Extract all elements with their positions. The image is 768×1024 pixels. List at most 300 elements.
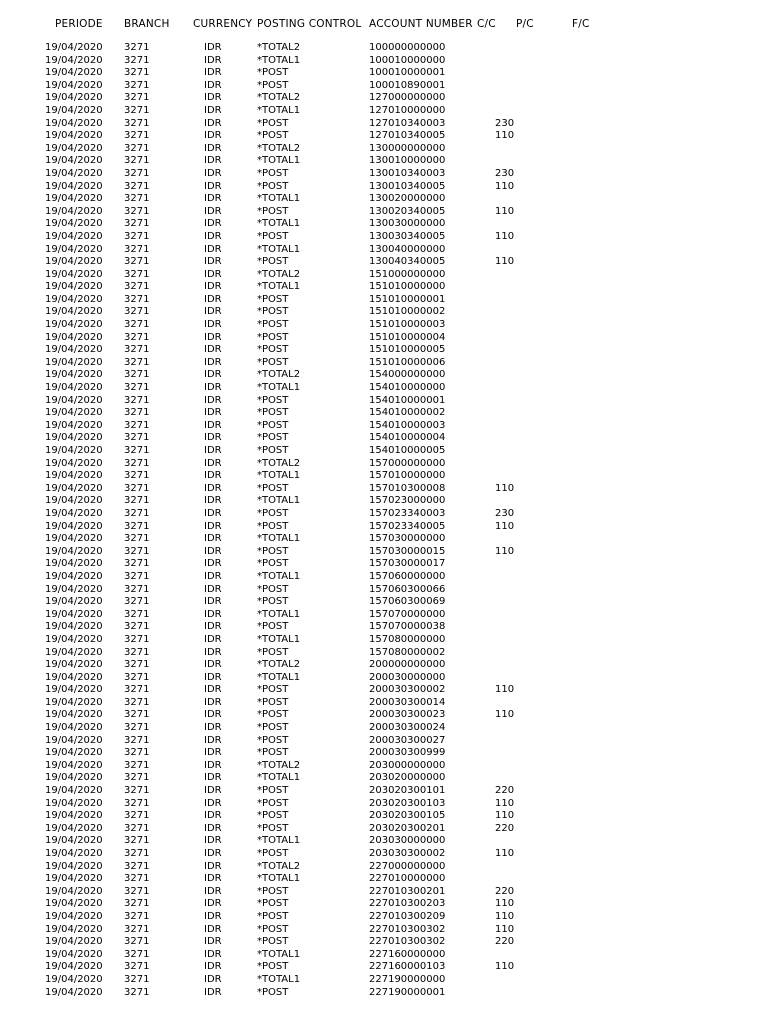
periode-cell: 19/04/2020 bbox=[45, 835, 103, 847]
table-row bbox=[0, 609, 768, 622]
posting-control-cell: *POST bbox=[257, 734, 289, 746]
currency-cell: IDR bbox=[204, 419, 222, 431]
posting-control-cell: *TOTAL1 bbox=[257, 281, 301, 293]
currency-cell: IDR bbox=[204, 785, 222, 797]
periode-cell: 19/04/2020 bbox=[45, 671, 103, 683]
branch-cell: 3271 bbox=[124, 42, 150, 53]
table-row bbox=[0, 785, 768, 798]
cc-cell: 110 bbox=[495, 230, 515, 242]
posting-control-cell: *TOTAL1 bbox=[257, 772, 301, 784]
table-row bbox=[0, 659, 768, 672]
branch-cell: 3271 bbox=[124, 281, 150, 293]
branch-cell: 3271 bbox=[124, 457, 150, 469]
branch-cell: 3271 bbox=[124, 696, 150, 708]
periode-cell: 19/04/2020 bbox=[45, 910, 103, 922]
branch-cell: 3271 bbox=[124, 470, 150, 482]
periode-cell: 19/04/2020 bbox=[45, 596, 103, 608]
posting-control-cell: *POST bbox=[257, 885, 289, 897]
branch-cell: 3271 bbox=[124, 545, 150, 557]
posting-control-cell: *TOTAL1 bbox=[257, 533, 301, 545]
periode-cell: 19/04/2020 bbox=[45, 281, 103, 293]
periode-cell: 19/04/2020 bbox=[45, 67, 103, 79]
posting-control-cell: *POST bbox=[257, 167, 289, 179]
posting-control-cell: *POST bbox=[257, 709, 289, 721]
account-number-cell: 203030300002 bbox=[369, 848, 446, 859]
periode-cell: 19/04/2020 bbox=[45, 130, 103, 142]
branch-cell: 3271 bbox=[124, 104, 150, 116]
account-number-cell: 227010300302 bbox=[369, 936, 446, 948]
account-number-cell: 157023340003 bbox=[369, 507, 446, 519]
periode-cell: 19/04/2020 bbox=[45, 507, 103, 519]
periode-cell: 19/04/2020 bbox=[45, 772, 103, 784]
posting-control-cell: *TOTAL1 bbox=[257, 633, 301, 645]
branch-cell: 3271 bbox=[124, 356, 150, 368]
table-row bbox=[0, 231, 768, 244]
branch-cell: 3271 bbox=[124, 344, 150, 356]
cc-cell: 110 bbox=[495, 961, 515, 973]
posting-control-cell: *TOTAL2 bbox=[257, 268, 301, 280]
posting-control-cell: *TOTAL1 bbox=[257, 671, 301, 683]
branch-cell: 3271 bbox=[124, 936, 150, 948]
branch-cell: 3271 bbox=[124, 910, 150, 922]
posting-control-cell: *POST bbox=[257, 923, 289, 935]
account-number-cell: 227160000103 bbox=[369, 961, 446, 973]
currency-cell: IDR bbox=[204, 570, 222, 582]
periode-cell: 19/04/2020 bbox=[45, 205, 103, 217]
branch-cell: 3271 bbox=[124, 734, 150, 746]
periode-cell: 19/04/2020 bbox=[45, 986, 103, 998]
posting-control-cell: *POST bbox=[257, 558, 289, 570]
account-number-cell: 227010300302 bbox=[369, 923, 446, 935]
periode-cell: 19/04/2020 bbox=[45, 621, 103, 633]
periode-cell: 19/04/2020 bbox=[45, 104, 103, 116]
posting-control-cell: *POST bbox=[257, 520, 289, 532]
branch-cell: 3271 bbox=[124, 923, 150, 935]
periode-cell: 19/04/2020 bbox=[45, 331, 103, 343]
cc-cell: 110 bbox=[495, 180, 515, 192]
posting-control-cell: *TOTAL1 bbox=[257, 570, 301, 582]
posting-control-cell: *POST bbox=[257, 848, 289, 859]
table-row bbox=[0, 873, 768, 886]
table-row bbox=[0, 143, 768, 156]
posting-control-cell: *POST bbox=[257, 319, 289, 331]
table-row bbox=[0, 432, 768, 445]
header-account-number: ACCOUNT NUMBER bbox=[369, 18, 473, 30]
posting-control-cell: *POST bbox=[257, 684, 289, 696]
table-row bbox=[0, 382, 768, 395]
periode-cell: 19/04/2020 bbox=[45, 885, 103, 897]
currency-cell: IDR bbox=[204, 507, 222, 519]
branch-cell: 3271 bbox=[124, 180, 150, 192]
account-number-cell: 227010300209 bbox=[369, 910, 446, 922]
posting-control-cell: *POST bbox=[257, 646, 289, 658]
currency-cell: IDR bbox=[204, 218, 222, 230]
posting-control-cell: *POST bbox=[257, 256, 289, 268]
periode-cell: 19/04/2020 bbox=[45, 558, 103, 570]
branch-cell: 3271 bbox=[124, 67, 150, 79]
account-number-cell: 227010300201 bbox=[369, 885, 446, 897]
table-row bbox=[0, 369, 768, 382]
cc-cell: 220 bbox=[495, 936, 515, 948]
table-row bbox=[0, 294, 768, 307]
posting-control-cell: *TOTAL1 bbox=[257, 973, 301, 985]
periode-cell: 19/04/2020 bbox=[45, 117, 103, 129]
currency-cell: IDR bbox=[204, 558, 222, 570]
header-pc: P/C bbox=[516, 18, 534, 30]
currency-cell: IDR bbox=[204, 936, 222, 948]
periode-cell: 19/04/2020 bbox=[45, 646, 103, 658]
table-row bbox=[0, 281, 768, 294]
periode-cell: 19/04/2020 bbox=[45, 608, 103, 620]
posting-control-cell: *TOTAL2 bbox=[257, 759, 301, 771]
posting-control-cell: *TOTAL1 bbox=[257, 948, 301, 960]
posting-control-cell: *POST bbox=[257, 986, 289, 998]
account-number-cell: 227010000000 bbox=[369, 873, 446, 885]
periode-cell: 19/04/2020 bbox=[45, 810, 103, 822]
table-row bbox=[0, 80, 768, 93]
currency-cell: IDR bbox=[204, 306, 222, 318]
account-number-cell: 227190000000 bbox=[369, 973, 446, 985]
posting-control-cell: *POST bbox=[257, 722, 289, 734]
branch-cell: 3271 bbox=[124, 848, 150, 859]
currency-cell: IDR bbox=[204, 407, 222, 419]
account-number-cell: 130010340003 bbox=[369, 167, 446, 179]
currency-cell: IDR bbox=[204, 117, 222, 129]
branch-cell: 3271 bbox=[124, 822, 150, 834]
table-row bbox=[0, 861, 768, 874]
table-row bbox=[0, 596, 768, 609]
table-row bbox=[0, 206, 768, 219]
currency-cell: IDR bbox=[204, 92, 222, 104]
posting-control-cell: *POST bbox=[257, 621, 289, 633]
table-row bbox=[0, 772, 768, 785]
currency-cell: IDR bbox=[204, 961, 222, 973]
account-number-cell: 151010000005 bbox=[369, 344, 446, 356]
branch-cell: 3271 bbox=[124, 785, 150, 797]
posting-control-cell: *TOTAL1 bbox=[257, 873, 301, 885]
account-number-cell: 127010000000 bbox=[369, 104, 446, 116]
branch-cell: 3271 bbox=[124, 520, 150, 532]
posting-control-cell: *POST bbox=[257, 180, 289, 192]
branch-cell: 3271 bbox=[124, 205, 150, 217]
branch-cell: 3271 bbox=[124, 860, 150, 872]
table-row bbox=[0, 823, 768, 836]
currency-cell: IDR bbox=[204, 167, 222, 179]
currency-cell: IDR bbox=[204, 910, 222, 922]
table-row bbox=[0, 747, 768, 760]
branch-cell: 3271 bbox=[124, 382, 150, 394]
account-number-cell: 100000000000 bbox=[369, 42, 446, 53]
table-row bbox=[0, 105, 768, 118]
branch-cell: 3271 bbox=[124, 873, 150, 885]
periode-cell: 19/04/2020 bbox=[45, 457, 103, 469]
posting-control-cell: *TOTAL1 bbox=[257, 608, 301, 620]
account-number-cell: 203000000000 bbox=[369, 759, 446, 771]
table-row bbox=[0, 684, 768, 697]
currency-cell: IDR bbox=[204, 533, 222, 545]
branch-cell: 3271 bbox=[124, 608, 150, 620]
cc-cell: 110 bbox=[495, 684, 515, 696]
branch-cell: 3271 bbox=[124, 659, 150, 671]
posting-control-cell: *TOTAL1 bbox=[257, 54, 301, 66]
posting-control-cell: *TOTAL1 bbox=[257, 193, 301, 205]
currency-cell: IDR bbox=[204, 54, 222, 66]
branch-cell: 3271 bbox=[124, 772, 150, 784]
posting-control-cell: *POST bbox=[257, 356, 289, 368]
currency-cell: IDR bbox=[204, 382, 222, 394]
branch-cell: 3271 bbox=[124, 621, 150, 633]
table-row bbox=[0, 974, 768, 987]
branch-cell: 3271 bbox=[124, 948, 150, 960]
branch-cell: 3271 bbox=[124, 407, 150, 419]
periode-cell: 19/04/2020 bbox=[45, 293, 103, 305]
table-row bbox=[0, 621, 768, 634]
account-number-cell: 130000000000 bbox=[369, 142, 446, 154]
periode-cell: 19/04/2020 bbox=[45, 155, 103, 167]
periode-cell: 19/04/2020 bbox=[45, 583, 103, 595]
currency-cell: IDR bbox=[204, 608, 222, 620]
currency-cell: IDR bbox=[204, 394, 222, 406]
posting-control-cell: *POST bbox=[257, 130, 289, 142]
table-row bbox=[0, 357, 768, 370]
account-number-cell: 154010000003 bbox=[369, 419, 446, 431]
periode-cell: 19/04/2020 bbox=[45, 533, 103, 545]
cc-cell: 110 bbox=[495, 797, 515, 809]
cc-cell: 230 bbox=[495, 507, 515, 519]
posting-control-cell: *TOTAL2 bbox=[257, 457, 301, 469]
currency-cell: IDR bbox=[204, 583, 222, 595]
cc-cell: 220 bbox=[495, 785, 515, 797]
table-row bbox=[0, 483, 768, 496]
account-number-cell: 130040000000 bbox=[369, 243, 446, 255]
currency-cell: IDR bbox=[204, 495, 222, 507]
table-row bbox=[0, 886, 768, 899]
posting-control-cell: *POST bbox=[257, 747, 289, 759]
currency-cell: IDR bbox=[204, 885, 222, 897]
account-number-cell: 203020300201 bbox=[369, 822, 446, 834]
periode-cell: 19/04/2020 bbox=[45, 92, 103, 104]
periode-cell: 19/04/2020 bbox=[45, 822, 103, 834]
table-row bbox=[0, 395, 768, 408]
branch-cell: 3271 bbox=[124, 835, 150, 847]
currency-cell: IDR bbox=[204, 193, 222, 205]
account-number-cell: 154010000002 bbox=[369, 407, 446, 419]
currency-cell: IDR bbox=[204, 873, 222, 885]
posting-control-cell: *POST bbox=[257, 583, 289, 595]
header-branch: BRANCH bbox=[124, 18, 170, 30]
branch-cell: 3271 bbox=[124, 230, 150, 242]
posting-control-cell: *TOTAL2 bbox=[257, 42, 301, 53]
periode-cell: 19/04/2020 bbox=[45, 659, 103, 671]
branch-cell: 3271 bbox=[124, 218, 150, 230]
posting-control-cell: *TOTAL1 bbox=[257, 470, 301, 482]
account-number-cell: 151010000002 bbox=[369, 306, 446, 318]
posting-control-cell: *POST bbox=[257, 822, 289, 834]
periode-cell: 19/04/2020 bbox=[45, 759, 103, 771]
posting-control-cell: *POST bbox=[257, 331, 289, 343]
cc-cell: 110 bbox=[495, 545, 515, 557]
account-number-cell: 154010000001 bbox=[369, 394, 446, 406]
currency-cell: IDR bbox=[204, 898, 222, 910]
periode-cell: 19/04/2020 bbox=[45, 545, 103, 557]
account-number-cell: 200030300027 bbox=[369, 734, 446, 746]
currency-cell: IDR bbox=[204, 79, 222, 91]
branch-cell: 3271 bbox=[124, 533, 150, 545]
periode-cell: 19/04/2020 bbox=[45, 709, 103, 721]
account-number-cell: 227160000000 bbox=[369, 948, 446, 960]
account-number-cell: 157080000002 bbox=[369, 646, 446, 658]
table-row bbox=[0, 924, 768, 937]
posting-control-cell: *POST bbox=[257, 117, 289, 129]
table-row bbox=[0, 67, 768, 80]
currency-cell: IDR bbox=[204, 319, 222, 331]
posting-control-cell: *TOTAL1 bbox=[257, 218, 301, 230]
periode-cell: 19/04/2020 bbox=[45, 520, 103, 532]
table-row bbox=[0, 911, 768, 924]
account-number-cell: 157070000000 bbox=[369, 608, 446, 620]
posting-control-cell: *TOTAL1 bbox=[257, 835, 301, 847]
cc-cell: 220 bbox=[495, 822, 515, 834]
account-number-cell: 200030000000 bbox=[369, 671, 446, 683]
periode-cell: 19/04/2020 bbox=[45, 973, 103, 985]
branch-cell: 3271 bbox=[124, 482, 150, 494]
currency-cell: IDR bbox=[204, 545, 222, 557]
posting-control-cell: *TOTAL2 bbox=[257, 659, 301, 671]
periode-cell: 19/04/2020 bbox=[45, 407, 103, 419]
currency-cell: IDR bbox=[204, 646, 222, 658]
branch-cell: 3271 bbox=[124, 306, 150, 318]
periode-cell: 19/04/2020 bbox=[45, 218, 103, 230]
periode-cell: 19/04/2020 bbox=[45, 470, 103, 482]
table-row bbox=[0, 470, 768, 483]
posting-control-cell: *POST bbox=[257, 432, 289, 444]
account-number-cell: 157060000000 bbox=[369, 570, 446, 582]
account-number-cell: 157023340005 bbox=[369, 520, 446, 532]
branch-cell: 3271 bbox=[124, 596, 150, 608]
periode-cell: 19/04/2020 bbox=[45, 898, 103, 910]
table-row bbox=[0, 458, 768, 471]
branch-cell: 3271 bbox=[124, 369, 150, 381]
account-number-cell: 130020000000 bbox=[369, 193, 446, 205]
posting-control-cell: *POST bbox=[257, 797, 289, 809]
currency-cell: IDR bbox=[204, 268, 222, 280]
periode-cell: 19/04/2020 bbox=[45, 180, 103, 192]
branch-cell: 3271 bbox=[124, 885, 150, 897]
account-number-cell: 154010000005 bbox=[369, 445, 446, 456]
account-number-cell: 157010300008 bbox=[369, 482, 446, 494]
account-number-cell: 151010000001 bbox=[369, 293, 446, 305]
currency-cell: IDR bbox=[204, 797, 222, 809]
posting-control-cell: *POST bbox=[257, 545, 289, 557]
branch-cell: 3271 bbox=[124, 445, 150, 456]
periode-cell: 19/04/2020 bbox=[45, 356, 103, 368]
branch-cell: 3271 bbox=[124, 92, 150, 104]
currency-cell: IDR bbox=[204, 848, 222, 859]
periode-cell: 19/04/2020 bbox=[45, 306, 103, 318]
account-number-cell: 154010000000 bbox=[369, 382, 446, 394]
table-row bbox=[0, 168, 768, 181]
cc-cell: 110 bbox=[495, 256, 515, 268]
account-number-cell: 200030300002 bbox=[369, 684, 446, 696]
posting-control-cell: *POST bbox=[257, 205, 289, 217]
branch-cell: 3271 bbox=[124, 759, 150, 771]
posting-control-cell: *TOTAL1 bbox=[257, 495, 301, 507]
posting-control-cell: *POST bbox=[257, 419, 289, 431]
posting-control-cell: *POST bbox=[257, 936, 289, 948]
posting-control-cell: *POST bbox=[257, 596, 289, 608]
table-row bbox=[0, 961, 768, 974]
currency-cell: IDR bbox=[204, 42, 222, 53]
currency-cell: IDR bbox=[204, 709, 222, 721]
periode-cell: 19/04/2020 bbox=[45, 142, 103, 154]
currency-cell: IDR bbox=[204, 445, 222, 456]
branch-cell: 3271 bbox=[124, 293, 150, 305]
periode-cell: 19/04/2020 bbox=[45, 230, 103, 242]
periode-cell: 19/04/2020 bbox=[45, 256, 103, 268]
account-number-cell: 157010000000 bbox=[369, 470, 446, 482]
currency-cell: IDR bbox=[204, 243, 222, 255]
posting-control-cell: *POST bbox=[257, 293, 289, 305]
account-number-cell: 157070000038 bbox=[369, 621, 446, 633]
currency-cell: IDR bbox=[204, 835, 222, 847]
table-row bbox=[0, 218, 768, 231]
periode-cell: 19/04/2020 bbox=[45, 369, 103, 381]
table-row bbox=[0, 584, 768, 597]
posting-control-cell: *POST bbox=[257, 407, 289, 419]
table-row bbox=[0, 155, 768, 168]
periode-cell: 19/04/2020 bbox=[45, 42, 103, 53]
currency-cell: IDR bbox=[204, 142, 222, 154]
table-row bbox=[0, 118, 768, 131]
table-row bbox=[0, 810, 768, 823]
currency-cell: IDR bbox=[204, 684, 222, 696]
currency-cell: IDR bbox=[204, 986, 222, 998]
account-number-cell: 157060300066 bbox=[369, 583, 446, 595]
account-number-cell: 203020000000 bbox=[369, 772, 446, 784]
currency-cell: IDR bbox=[204, 671, 222, 683]
periode-cell: 19/04/2020 bbox=[45, 54, 103, 66]
periode-cell: 19/04/2020 bbox=[45, 445, 103, 456]
branch-cell: 3271 bbox=[124, 684, 150, 696]
account-number-cell: 203020300105 bbox=[369, 810, 446, 822]
branch-cell: 3271 bbox=[124, 810, 150, 822]
posting-control-cell: *POST bbox=[257, 898, 289, 910]
header-posting-control: POSTING CONTROL bbox=[257, 18, 362, 30]
cc-cell: 110 bbox=[495, 810, 515, 822]
periode-cell: 19/04/2020 bbox=[45, 722, 103, 734]
table-row bbox=[0, 244, 768, 257]
table-row bbox=[0, 256, 768, 269]
periode-cell: 19/04/2020 bbox=[45, 797, 103, 809]
currency-cell: IDR bbox=[204, 747, 222, 759]
periode-cell: 19/04/2020 bbox=[45, 382, 103, 394]
periode-cell: 19/04/2020 bbox=[45, 268, 103, 280]
currency-cell: IDR bbox=[204, 596, 222, 608]
table-row bbox=[0, 521, 768, 534]
periode-cell: 19/04/2020 bbox=[45, 432, 103, 444]
periode-cell: 19/04/2020 bbox=[45, 848, 103, 859]
table-row bbox=[0, 634, 768, 647]
table-row bbox=[0, 760, 768, 773]
account-number-cell: 151010000000 bbox=[369, 281, 446, 293]
currency-cell: IDR bbox=[204, 659, 222, 671]
branch-cell: 3271 bbox=[124, 155, 150, 167]
currency-cell: IDR bbox=[204, 722, 222, 734]
table-row bbox=[0, 949, 768, 962]
currency-cell: IDR bbox=[204, 256, 222, 268]
branch-cell: 3271 bbox=[124, 722, 150, 734]
account-number-cell: 157023000000 bbox=[369, 495, 446, 507]
